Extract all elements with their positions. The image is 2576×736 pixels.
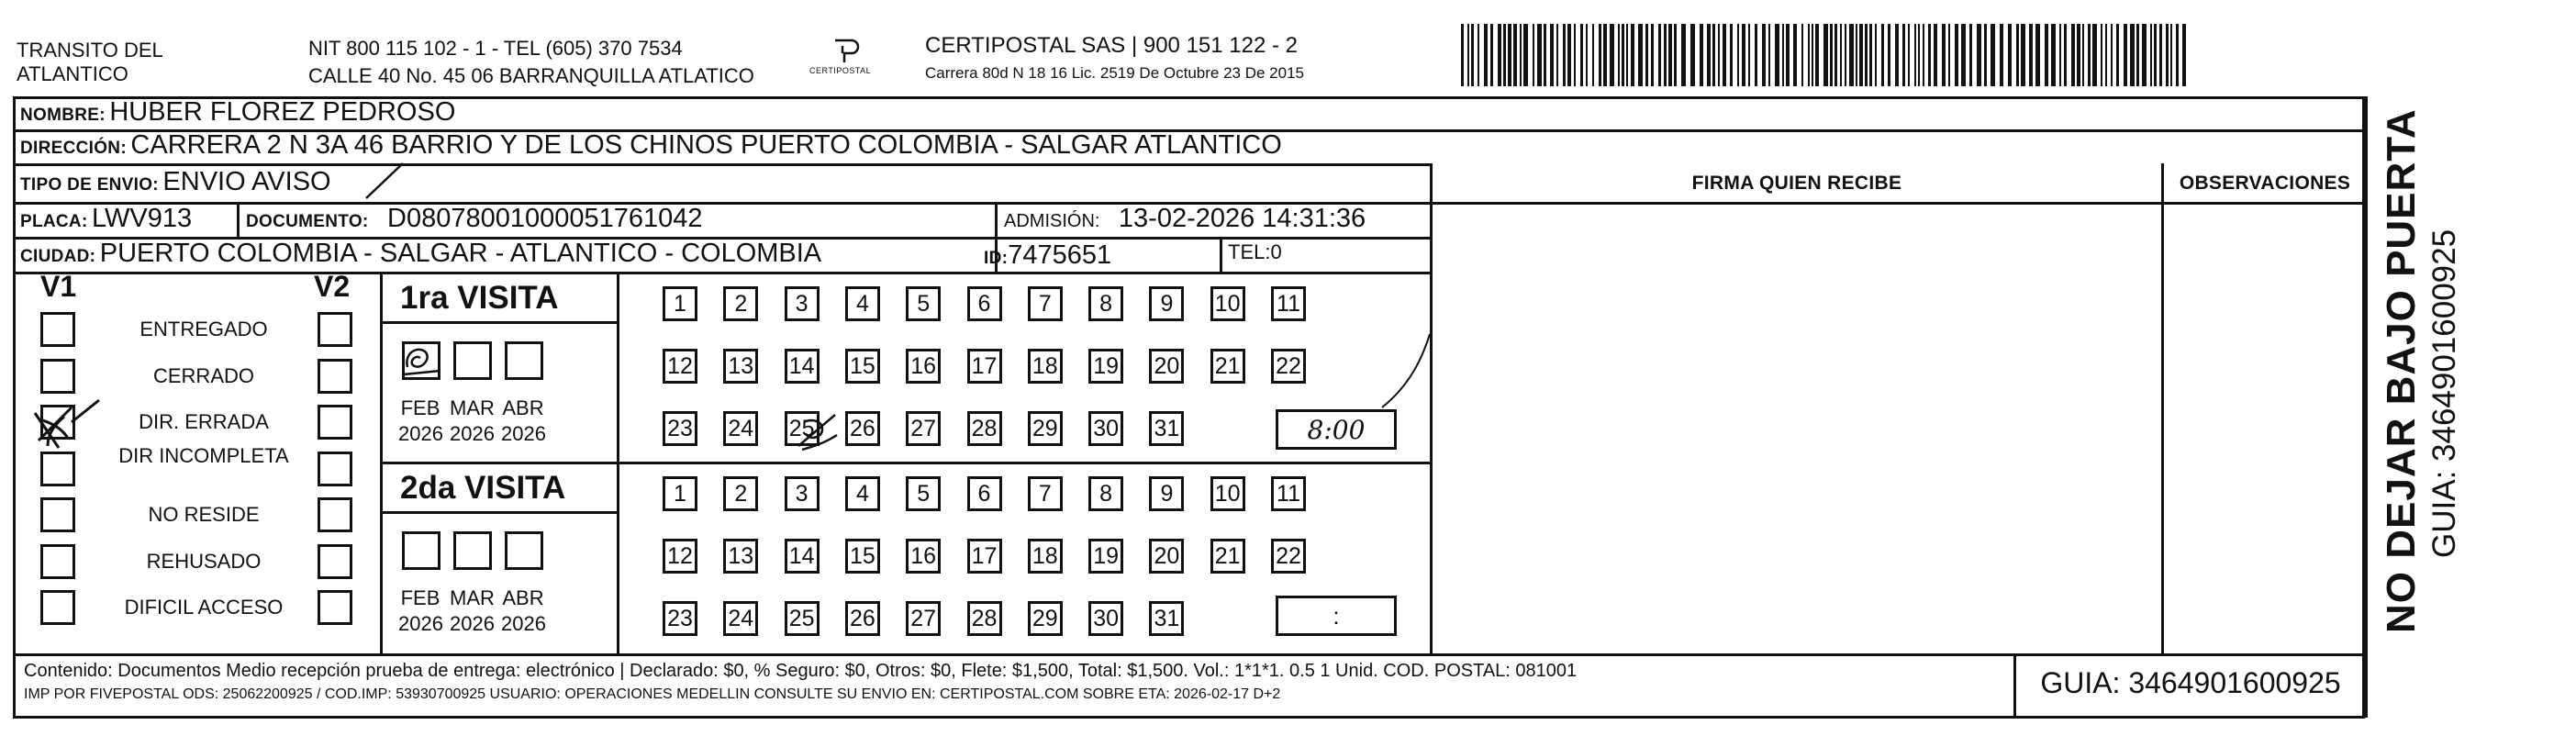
barcode-bar	[1991, 24, 1995, 86]
first-visit-day-box[interactable]: 18	[1028, 349, 1063, 384]
v1-checkbox[interactable]	[40, 359, 75, 394]
barcode-bar	[1969, 24, 1972, 86]
footer-guia: GUIA: 3464901600925	[2040, 666, 2341, 699]
barcode-bar	[1508, 24, 1511, 86]
barcode-bar	[1908, 24, 1910, 86]
barcode-bar	[1928, 24, 1931, 86]
barcode-bar	[1544, 24, 1546, 86]
first-visit-day-box[interactable]: 21	[1210, 349, 1245, 384]
barcode-bar	[1700, 24, 1703, 86]
tel-value: 0	[1270, 240, 1282, 263]
barcode-bar	[2021, 24, 2025, 86]
certipostal-line: CERTIPOSTAL SAS | 900 151 122 - 2	[925, 33, 1298, 58]
first-visit-day-box[interactable]: 3	[785, 286, 820, 321]
barcode-bar	[1786, 24, 1790, 86]
second-visit-month-box[interactable]	[505, 531, 543, 570]
documento-label: DOCUMENTO:	[246, 212, 369, 231]
barcode-bar	[1881, 24, 1884, 86]
reason-label: DIR INCOMPLETA	[118, 443, 289, 467]
barcode-bar	[1923, 24, 1924, 86]
barcode-bar	[1955, 24, 1958, 86]
reason-label: NO RESIDE	[148, 503, 260, 526]
barcode-bar	[1834, 24, 1837, 86]
second-visit-day-box[interactable]: 12	[663, 539, 697, 574]
barcode-bar	[1775, 24, 1779, 86]
second-visit-day-box[interactable]: 5	[906, 476, 941, 511]
barcode-bar	[2077, 24, 2080, 86]
barcode-bar	[2170, 24, 2172, 86]
barcode-bar	[2029, 24, 2033, 86]
tel-label: TEL:	[1228, 240, 1271, 263]
direccion-value: CARRERA 2 N 3A 46 BARRIO Y DE LOS CHINOS PUERTO COLOMBIA - SALGAR ATLANTICO	[130, 130, 1282, 160]
barcode-bar	[1533, 24, 1534, 86]
reason-label: DIR. ERRADA	[139, 410, 269, 433]
second-visit-day-box[interactable]: 13	[723, 539, 758, 574]
first-visit-day-box[interactable]: 10	[1210, 286, 1245, 321]
placa-field	[20, 204, 192, 234]
second-visit-day-box[interactable]: 9	[1149, 476, 1184, 511]
ciudad-field	[20, 239, 821, 269]
barcode-bar	[2136, 24, 2139, 86]
barcode-bar	[1723, 24, 1726, 86]
barcode-bar	[1961, 24, 1966, 86]
logo-caption: CERTIPOSTAL	[809, 66, 872, 75]
nombre-value: HUBER FLOREZ PEDROSO	[109, 97, 456, 127]
v1-check-mark-icon	[28, 395, 101, 459]
barcode-bar	[2111, 24, 2113, 86]
barcode-bar	[1948, 24, 1950, 86]
second-visit-month-box[interactable]	[453, 531, 492, 570]
barcode-bar	[2051, 24, 2056, 86]
second-visit-day-box[interactable]: 10	[1210, 476, 1245, 511]
second-visit-day-box[interactable]: 28	[967, 601, 1002, 636]
barcode-bar	[1503, 24, 1506, 86]
barcode-bar	[1782, 24, 1784, 86]
v2-checkbox[interactable]	[318, 544, 352, 579]
barcode-bar	[1664, 24, 1667, 86]
second-visit-day-box[interactable]: 20	[1149, 539, 1184, 574]
v1-checkbox[interactable]	[40, 590, 75, 625]
second-visit-day-box[interactable]: 27	[906, 601, 941, 636]
v1-checkbox[interactable]	[40, 544, 75, 579]
barcode-bar	[1845, 24, 1846, 86]
first-visit-day-box[interactable]: 12	[663, 349, 697, 384]
barcode-bar	[2008, 24, 2012, 86]
v2-checkbox[interactable]	[318, 452, 352, 486]
reason-label: ENTREGADO	[139, 318, 268, 340]
barcode-bar	[1658, 24, 1661, 86]
pen-stroke-icon	[362, 158, 408, 204]
barcode-bar	[1523, 24, 1528, 86]
v2-label: V2	[314, 270, 351, 303]
tel-field	[1228, 240, 1282, 264]
first-visit-day-box[interactable]: 8	[1088, 286, 1123, 321]
barcode-bar	[1793, 24, 1797, 86]
admision-value: 13-02-2026 14:31:36	[1118, 204, 1366, 233]
barcode-bar	[2000, 24, 2003, 86]
barcode-bar	[2166, 24, 2169, 86]
barcode-bar	[1586, 24, 1588, 86]
second-visit-day-box[interactable]: 2	[723, 476, 758, 511]
documento-value: D08078001000051761042	[387, 204, 703, 233]
ciudad-label: CIUDAD:	[20, 247, 96, 266]
barcode-bar	[1934, 24, 1937, 86]
second-visit-day-box[interactable]: 22	[1271, 539, 1306, 574]
barcode-bar	[2101, 24, 2102, 86]
contenido-line: Contenido: Documentos Medio recepción prueba de entrega: electrónico | Declarado: $0, % Seguro: $0, Otros: $0, Flete: $1,500, Total: $1,500. Vol.: 1*1*1. 0.5 1 Unid. COD. POSTAL: 081001	[24, 661, 1578, 681]
year-label: 2026	[450, 422, 495, 445]
first-visit-day-box[interactable]: 25	[785, 411, 820, 446]
barcode-bar	[1942, 24, 1946, 86]
barcode-bar	[1902, 24, 1905, 86]
certipostal-logo-icon	[808, 37, 881, 83]
second-visit-day-box[interactable]: 24	[723, 601, 758, 636]
first-visit-time[interactable]: 8:00	[1276, 409, 1397, 450]
second-visit-day-box[interactable]: 6	[967, 476, 1002, 511]
barcode-bar	[1556, 24, 1558, 86]
first-visit-month-box[interactable]	[505, 341, 543, 380]
second-visit-day-box[interactable]: 16	[906, 539, 941, 574]
v1-checkbox[interactable]	[40, 312, 75, 347]
year-label: 2026	[398, 612, 443, 635]
barcode-bar	[1622, 24, 1624, 86]
first-visit-day-box[interactable]: 23	[663, 411, 697, 446]
barcode-bar	[1865, 24, 1868, 86]
barcode-bar	[2045, 24, 2048, 86]
nit-line: NIT 800 115 102 - 1 - TEL (605) 370 7534	[308, 37, 683, 60]
month-label: FEB	[400, 586, 440, 609]
first-visit-day-box[interactable]: 29	[1028, 411, 1063, 446]
barcode-bar	[2082, 24, 2084, 86]
month-label: MAR	[450, 396, 495, 419]
barcode	[1461, 24, 2188, 86]
divider	[1220, 237, 1222, 273]
id-field	[984, 240, 1111, 271]
divider	[13, 163, 1432, 166]
second-visit-day-box[interactable]: 29	[1028, 601, 1063, 636]
first-visit-day-box[interactable]: 24	[723, 411, 758, 446]
month-label: FEB	[400, 396, 440, 419]
reason-label: CERRADO	[152, 363, 254, 387]
barcode-bar	[1914, 24, 1916, 86]
barcode-bar	[1742, 24, 1745, 86]
certipostal-logo	[808, 37, 881, 83]
barcode-bar	[1690, 24, 1695, 86]
barcode-bar	[2059, 24, 2061, 86]
first-visit-day-box[interactable]: 4	[845, 286, 880, 321]
divider	[2365, 163, 2368, 718]
barcode-bar	[1478, 24, 1479, 86]
second-visit-day-box[interactable]: 15	[845, 539, 880, 574]
direccion-label: DIRECCIÓN:	[20, 139, 127, 158]
barcode-bar	[1580, 24, 1583, 86]
divider	[1430, 202, 2366, 205]
barcode-bar	[1895, 24, 1899, 86]
barcode-bar	[1869, 24, 1872, 86]
ciudad-value: PUERTO COLOMBIA - SALGAR - ATLANTICO - COLOMBIA	[99, 239, 822, 268]
second-visit-month-box[interactable]	[402, 531, 440, 570]
v2-checkbox[interactable]	[318, 359, 352, 394]
barcode-bar	[1550, 24, 1554, 86]
id-label: ID:	[984, 249, 1009, 268]
barcode-bar	[2071, 24, 2075, 86]
divider	[237, 202, 240, 239]
barcode-bar	[2150, 24, 2152, 86]
second-visit-time[interactable]: :	[1276, 596, 1397, 636]
v2-checkbox[interactable]	[318, 590, 352, 625]
barcode-bar	[1755, 24, 1757, 86]
tipo-label: TIPO DE ENVIO:	[20, 175, 159, 195]
admision-label: ADMISIÓN:	[1004, 211, 1100, 231]
barcode-bar	[1618, 24, 1620, 86]
year-label: 2026	[501, 422, 546, 445]
barcode-bar	[1737, 24, 1739, 86]
v2-checkbox[interactable]	[318, 497, 352, 532]
nombre-row	[20, 97, 455, 128]
barcode-bar	[1645, 24, 1648, 86]
barcode-bar	[2142, 24, 2147, 86]
reason-label: REHUSADO	[146, 549, 262, 573]
imp-line: IMP POR FIVEPOSTAL ODS: 25062200925 / COD.IMP: 53930700925 USUARIO: OPERACIONES MEDELLIN CONSULTE SU ENVIO EN: CERTIPOSTAL.COM SOBRE ETA: 2026-02-17 D+2	[24, 686, 1281, 702]
first-visit-day-box[interactable]: 27	[906, 411, 941, 446]
firma-label: FIRMA QUIEN RECIBE	[1691, 173, 1902, 194]
barcode-bar	[1762, 24, 1766, 86]
divider	[2161, 163, 2164, 655]
first-visit-day-box[interactable]: 19	[1088, 349, 1123, 384]
first-visit-day-box[interactable]: 14	[785, 349, 820, 384]
month-check-mark-icon	[400, 340, 446, 382]
pen-stroke-icon	[1377, 330, 1450, 413]
first-visit-day-box[interactable]: 13	[723, 349, 758, 384]
tipo-row	[20, 167, 331, 197]
company-line-1: TRANSITO DEL	[17, 39, 163, 61]
admision-field	[1004, 204, 1366, 234]
second-visit-day-box[interactable]: 30	[1088, 601, 1123, 636]
barcode-bar	[1812, 24, 1813, 86]
v1-checkbox[interactable]	[40, 497, 75, 532]
barcode-bar	[2105, 24, 2107, 86]
first-visit-day-box[interactable]: 7	[1028, 286, 1063, 321]
barcode-bar	[2092, 24, 2097, 86]
second-visit-day-box[interactable]: 25	[785, 601, 820, 636]
barcode-bar	[1808, 24, 1810, 86]
barcode-bar	[1592, 24, 1594, 86]
barcode-bar	[1856, 24, 1857, 86]
first-visit-day-box[interactable]: 17	[967, 349, 1002, 384]
direccion-row	[20, 130, 1282, 161]
day-check-mark-icon	[795, 409, 841, 453]
first-visit-day-box[interactable]: 9	[1149, 286, 1184, 321]
documento-field	[246, 204, 703, 234]
barcode-bar	[2116, 24, 2119, 86]
first-visit-day-box[interactable]: 30	[1088, 411, 1123, 446]
second-visit-day-box[interactable]: 1	[663, 476, 697, 511]
v2-checkbox[interactable]	[318, 405, 352, 440]
first-visit-day-box[interactable]: 28	[967, 411, 1002, 446]
company-address-line: CALLE 40 No. 45 06 BARRANQUILLA ATLATICO	[308, 64, 754, 87]
placa-label: PLACA:	[20, 212, 88, 231]
divider	[2365, 96, 2368, 166]
first-visit-day-box[interactable]: 26	[845, 411, 880, 446]
barcode-bar	[1984, 24, 1987, 86]
barcode-bar	[1599, 24, 1601, 86]
second-visit-day-box[interactable]: 19	[1088, 539, 1123, 574]
barcode-bar	[1830, 24, 1833, 86]
first-visit-day-box[interactable]: 22	[1271, 349, 1306, 384]
second-visit-day-box[interactable]: 11	[1271, 476, 1306, 511]
second-visit-day-box[interactable]: 23	[663, 601, 697, 636]
observaciones-label: OBSERVACIONES	[2179, 173, 2351, 194]
barcode-bar	[1918, 24, 1920, 86]
barcode-bar	[1461, 24, 1464, 86]
second-visit-day-box[interactable]: 14	[785, 539, 820, 574]
second-visit-label: 2da VISITA	[400, 470, 566, 506]
barcode-bar	[1467, 24, 1469, 86]
barcode-bar	[1801, 24, 1803, 86]
id-value: 7475651	[1008, 240, 1112, 270]
year-label: 2026	[450, 612, 495, 635]
divider	[13, 653, 2365, 656]
first-visit-day-box[interactable]: 15	[845, 349, 880, 384]
tipo-value: ENVIO AVISO	[162, 167, 331, 196]
barcode-bar	[1730, 24, 1733, 86]
first-visit-month-box[interactable]	[453, 341, 492, 380]
first-visit-day-box[interactable]: 20	[1149, 349, 1184, 384]
second-visit-day-box[interactable]: 31	[1149, 601, 1184, 636]
second-visit-day-box[interactable]: 4	[845, 476, 880, 511]
first-visit-day-box[interactable]: 31	[1149, 411, 1184, 446]
barcode-bar	[1638, 24, 1643, 86]
barcode-bar	[2176, 24, 2179, 86]
barcode-bar	[1681, 24, 1686, 86]
barcode-bar	[1574, 24, 1576, 86]
placa-value: LWV913	[92, 204, 193, 233]
certipostal-info	[925, 33, 1304, 83]
first-visit-day-box[interactable]: 16	[906, 349, 941, 384]
barcode-bar	[2088, 24, 2091, 86]
barcode-bar	[1875, 24, 1877, 86]
barcode-bar	[2124, 24, 2127, 86]
barcode-bar	[1668, 24, 1672, 86]
month-label: MAR	[450, 586, 495, 609]
barcode-bar	[1626, 24, 1628, 86]
barcode-bar	[1651, 24, 1654, 86]
barcode-bar	[1484, 24, 1488, 86]
year-label: 2026	[398, 422, 443, 445]
barcode-bar	[1823, 24, 1828, 86]
barcode-bar	[1815, 24, 1819, 86]
barcode-bar	[1707, 24, 1711, 86]
barcode-bar	[1471, 24, 1474, 86]
barcode-bar	[1631, 24, 1634, 86]
barcode-bar	[1849, 24, 1854, 86]
barcode-bar	[1498, 24, 1501, 86]
year-label: 2026	[501, 612, 546, 635]
barcode-bar	[1768, 24, 1770, 86]
second-visit-day-box[interactable]: 7	[1028, 476, 1063, 511]
barcode-bar	[1537, 24, 1542, 86]
second-visit-day-box[interactable]: 18	[1028, 539, 1063, 574]
second-visit-day-box[interactable]: 21	[1210, 539, 1245, 574]
company-line-2: ATLANTICO	[17, 62, 128, 85]
first-visit-day-box[interactable]: 6	[967, 286, 1002, 321]
divider	[380, 321, 619, 324]
barcode-bar	[1977, 24, 1981, 86]
month-label: ABR	[502, 396, 544, 419]
nombre-label: NOMBRE:	[20, 106, 106, 125]
first-visit-label: 1ra VISITA	[400, 280, 559, 316]
barcode-bar	[1563, 24, 1566, 86]
second-visit-day-box[interactable]: 8	[1088, 476, 1123, 511]
reason-label: DIFICIL ACCESO	[124, 596, 284, 619]
second-visit-day-box[interactable]: 17	[967, 539, 1002, 574]
barcode-bar	[1674, 24, 1677, 86]
barcode-bar	[1859, 24, 1863, 86]
barcode-bar	[1888, 24, 1890, 86]
second-visit-day-box[interactable]: 3	[785, 476, 820, 511]
first-visit-day-box[interactable]: 5	[906, 286, 941, 321]
first-visit-day-box[interactable]: 1	[663, 286, 697, 321]
barcode-bar	[2064, 24, 2067, 86]
barcode-bar	[1603, 24, 1607, 86]
v1-label: V1	[40, 270, 77, 303]
v2-checkbox[interactable]	[318, 312, 352, 347]
divider	[380, 462, 1432, 464]
barcode-bar	[1840, 24, 1842, 86]
barcode-bar	[1610, 24, 1614, 86]
barcode-bar	[1513, 24, 1517, 86]
barcode-bar	[2035, 24, 2040, 86]
divider	[380, 511, 619, 514]
license-line: Carrera 80d N 18 16 Lic. 2519 De Octubre 23 De 2015	[925, 64, 1304, 82]
first-visit-day-box[interactable]: 11	[1271, 286, 1306, 321]
barcode-bar	[2154, 24, 2157, 86]
barcode-bar	[1718, 24, 1720, 86]
barcode-bar	[2130, 24, 2135, 86]
barcode-bar	[1520, 24, 1522, 86]
barcode-bar	[1712, 24, 1715, 86]
company-name	[17, 39, 163, 86]
company-info	[308, 37, 754, 88]
barcode-icon	[1461, 24, 2188, 86]
no-dejar-warning: NO DEJAR BAJO PUERTA	[2379, 108, 2424, 633]
barcode-bar	[1567, 24, 1571, 86]
side-guia: GUIA: 3464901600925	[2426, 229, 2462, 558]
second-visit-day-box[interactable]: 26	[845, 601, 880, 636]
month-label: ABR	[502, 586, 544, 609]
barcode-bar	[1748, 24, 1750, 86]
barcode-bar	[2182, 24, 2186, 86]
barcode-bar	[2159, 24, 2162, 86]
barcode-bar	[2016, 24, 2019, 86]
first-visit-day-box[interactable]: 2	[723, 286, 758, 321]
barcode-bar	[1490, 24, 1493, 86]
